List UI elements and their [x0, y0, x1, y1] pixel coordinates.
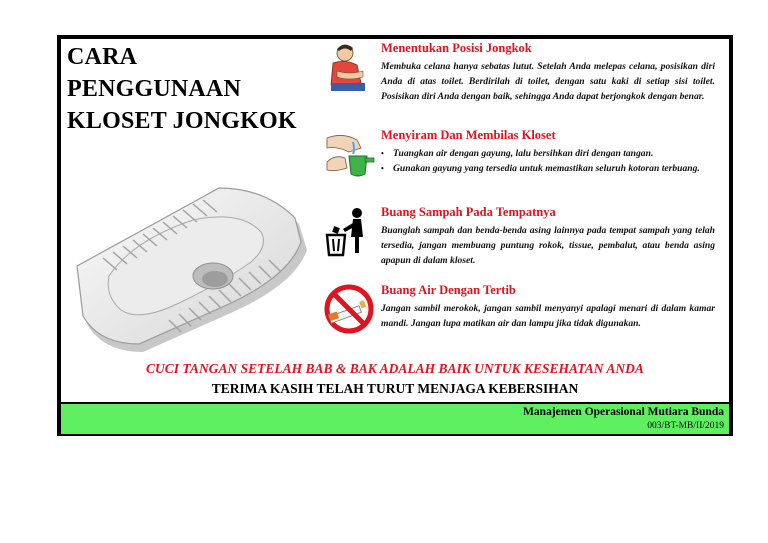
- step-text: Membuka celana hanya sebatas lutut. Setelah Anda melepas celana, posisikan diri Anda di atas toilet. Berdirilah di toilet, dengan satu kaki di setiap sisi toilet. Posisikan diri Anda dengan baik, sehingga Anda dapat berjongkok dengan benar.: [381, 61, 715, 102]
- page-title: [67, 41, 317, 137]
- organization-name: Manajemen Operasional Mutiara Bunda: [523, 406, 724, 418]
- step-heading: Menyiram Dan Membilas Kloset: [381, 128, 556, 142]
- footer-bar: [61, 402, 729, 434]
- step-bullet-list: [381, 146, 715, 176]
- document-code: 003/BT-MB/II/2019: [647, 421, 724, 431]
- squatting-person-icon: [323, 41, 375, 93]
- thank-you-message: TERIMA KASIH TELAH TURUT MENJAGA KEBERSIHAN: [211, 381, 579, 396]
- step-heading: Menentukan Posisi Jongkok: [381, 41, 532, 55]
- title-line-3: KLOSET JONGKOK: [67, 108, 297, 134]
- bullet-item: • Gunakan gayung yang tersedia untuk memastikan seluruh kotoran terbuang.: [381, 161, 715, 176]
- title-line-2: PENGGUNAAN: [67, 76, 241, 102]
- no-smoking-icon: [323, 283, 375, 335]
- step-heading: Buang Air Dengan Tertib: [381, 283, 516, 297]
- step-text: Buanglah sampah dan benda-benda asing lainnya pada tempat sampah yang telah tersedia, jangan membuang puntung rokok, tissue, pembalut, atau benda asing apapun di dalam kloset.: [381, 225, 715, 266]
- step-text: Jangan sambil merokok, jangan sambil menyanyi apalagi menari di dalam kamar mandi. Jangan lupa matikan air dan lampu jika tidak digunakan.: [381, 303, 715, 329]
- poster: [57, 35, 733, 436]
- squat-toilet-illustration: [73, 184, 313, 354]
- trash-bin-icon: [323, 205, 375, 257]
- title-line-1: CARA: [67, 44, 138, 70]
- water-scoop-icon: [323, 128, 375, 180]
- step-heading: Buang Sampah Pada Tempatnya: [381, 205, 556, 219]
- bullet-item: • Tuangkan air dengan gayung, lalu bersihkan diri dengan tangan.: [381, 146, 715, 161]
- handwash-slogan: CUCI TANGAN SETELAH BAB & BAK ADALAH BAIK UNTUK KESEHATAN ANDA: [146, 361, 644, 376]
